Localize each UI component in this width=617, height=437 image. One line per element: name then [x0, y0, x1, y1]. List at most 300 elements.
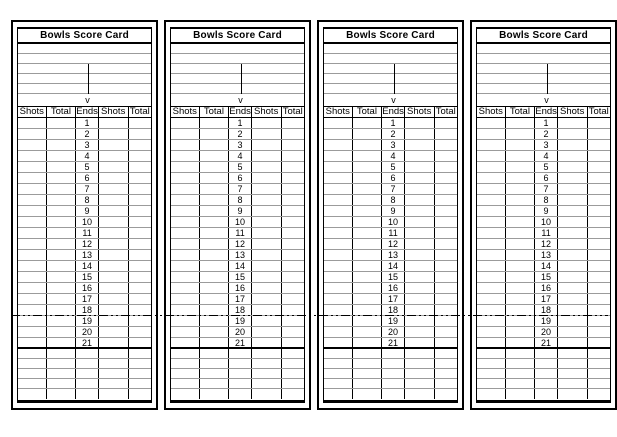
score-cell	[405, 338, 435, 347]
end-number-cell: 13	[229, 250, 252, 260]
score-cell	[99, 206, 129, 216]
score-cell	[405, 228, 435, 238]
score-cell	[171, 228, 200, 238]
column-header: Ends	[229, 107, 251, 117]
score-cell	[171, 294, 200, 304]
score-cell	[353, 151, 383, 161]
score-cell	[171, 338, 200, 347]
score-cell	[252, 305, 282, 315]
end-number-cell: 18	[229, 305, 252, 315]
spare-cell	[76, 389, 99, 399]
end-number-cell: 18	[535, 305, 558, 315]
spare-cell	[353, 359, 383, 368]
score-cell	[99, 129, 129, 139]
end-row	[171, 283, 304, 294]
score-cell	[282, 327, 304, 337]
end-row	[18, 184, 151, 195]
score-cell	[588, 195, 610, 205]
end-number-cell: 17	[76, 294, 99, 304]
end-row	[171, 184, 304, 195]
score-cell	[252, 140, 282, 150]
score-cell	[252, 206, 282, 216]
score-cell	[47, 217, 77, 227]
score-cell	[18, 327, 47, 337]
score-cell	[129, 316, 151, 326]
team-name-row	[477, 64, 610, 74]
score-cell	[405, 217, 435, 227]
spare-row	[477, 389, 610, 399]
score-cell	[252, 338, 282, 347]
end-row	[18, 140, 151, 151]
score-cell	[129, 294, 151, 304]
spare-cell	[47, 349, 77, 358]
end-row	[171, 162, 304, 173]
score-cell	[171, 272, 200, 282]
score-cell	[171, 206, 200, 216]
column-header: Ends	[382, 107, 404, 117]
end-row	[171, 316, 304, 327]
score-cell	[324, 283, 353, 293]
score-cell	[588, 217, 610, 227]
score-cell	[252, 217, 282, 227]
score-cell	[47, 338, 77, 347]
score-cell	[171, 129, 200, 139]
end-number-cell: 5	[229, 162, 252, 172]
score-cell	[588, 118, 610, 128]
score-cell	[282, 338, 304, 347]
score-cell	[405, 294, 435, 304]
score-cell	[405, 206, 435, 216]
versus-row	[171, 94, 304, 106]
spare-cell	[588, 349, 610, 358]
end-number-cell: 9	[535, 206, 558, 216]
end-number-cell: 9	[76, 206, 99, 216]
score-cell	[99, 140, 129, 150]
column-headers	[18, 106, 151, 118]
spare-row	[18, 389, 151, 399]
score-cell	[129, 228, 151, 238]
end-number-cell: 4	[76, 151, 99, 161]
score-cell	[588, 338, 610, 347]
end-row	[18, 129, 151, 140]
spare-cell	[76, 359, 99, 368]
score-cell	[353, 327, 383, 337]
spare-row	[18, 369, 151, 379]
end-row	[477, 338, 610, 349]
score-cell	[47, 316, 77, 326]
end-number-cell: 10	[229, 217, 252, 227]
score-cell	[18, 294, 47, 304]
end-number-cell: 13	[382, 250, 405, 260]
team-name-rows	[18, 64, 151, 94]
column-header: Total	[506, 107, 536, 117]
team-name-row	[171, 64, 304, 74]
score-cell	[405, 162, 435, 172]
end-row	[477, 316, 610, 327]
score-cell	[477, 118, 506, 128]
spare-cell	[535, 389, 558, 399]
score-cell	[405, 195, 435, 205]
score-cell	[18, 118, 47, 128]
score-cell	[405, 173, 435, 183]
end-number-cell: 1	[382, 118, 405, 128]
spare-row	[324, 389, 457, 399]
score-cell	[129, 250, 151, 260]
score-cell	[200, 173, 230, 183]
score-cell	[506, 316, 536, 326]
score-cell	[99, 118, 129, 128]
spare-cell	[200, 349, 230, 358]
score-cell	[18, 217, 47, 227]
score-cell	[435, 283, 457, 293]
score-cell	[47, 151, 77, 161]
score-cell	[506, 228, 536, 238]
spare-cell	[76, 349, 99, 358]
score-cell	[252, 294, 282, 304]
score-cell	[200, 217, 230, 227]
score-cell	[558, 338, 588, 347]
score-cell	[18, 206, 47, 216]
end-row	[171, 294, 304, 305]
card-title: Bowls Score Card	[477, 29, 610, 44]
end-number-cell: 7	[535, 184, 558, 194]
spare-cell	[252, 389, 282, 399]
score-cell	[405, 316, 435, 326]
score-cell	[200, 283, 230, 293]
score-cell	[99, 272, 129, 282]
score-cell	[324, 261, 353, 271]
spare-cell	[324, 379, 353, 388]
score-cell	[506, 338, 536, 347]
end-number-cell: 7	[229, 184, 252, 194]
score-cell	[435, 272, 457, 282]
score-cell	[477, 129, 506, 139]
end-row	[477, 228, 610, 239]
end-number-cell: 21	[535, 338, 558, 347]
score-cell	[477, 206, 506, 216]
blank-row	[477, 54, 610, 64]
score-cell	[506, 294, 536, 304]
score-cell	[435, 316, 457, 326]
score-cell	[47, 118, 77, 128]
score-cell	[18, 151, 47, 161]
end-row	[477, 151, 610, 162]
end-number-cell: 1	[76, 118, 99, 128]
score-cell	[588, 239, 610, 249]
score-cell	[129, 162, 151, 172]
spare-cell	[47, 359, 77, 368]
score-cell	[171, 217, 200, 227]
score-cell	[200, 338, 230, 347]
score-cell	[324, 118, 353, 128]
score-cell	[99, 162, 129, 172]
score-cell	[18, 228, 47, 238]
spare-cell	[18, 349, 47, 358]
score-cell	[252, 173, 282, 183]
blank-row	[477, 44, 610, 54]
end-number-cell: 16	[229, 283, 252, 293]
end-row	[171, 217, 304, 228]
end-row	[171, 206, 304, 217]
end-number-cell: 12	[535, 239, 558, 249]
score-cell	[324, 272, 353, 282]
spare-cell	[353, 379, 383, 388]
score-cell	[200, 316, 230, 326]
end-number-cell: 3	[229, 140, 252, 150]
score-cell	[435, 162, 457, 172]
end-row	[324, 250, 457, 261]
team-name-row	[324, 64, 457, 74]
spare-cell	[171, 349, 200, 358]
spare-cell	[129, 359, 151, 368]
score-table	[170, 27, 305, 403]
score-cell	[18, 129, 47, 139]
score-cell	[353, 217, 383, 227]
score-cell	[47, 228, 77, 238]
cut-line	[11, 315, 608, 316]
score-cell	[47, 162, 77, 172]
end-number-cell: 10	[535, 217, 558, 227]
score-cell	[588, 327, 610, 337]
score-cell	[200, 129, 230, 139]
score-cell	[47, 195, 77, 205]
score-cell	[324, 338, 353, 347]
score-cell	[282, 184, 304, 194]
team-name-row	[477, 74, 610, 84]
score-cell	[405, 250, 435, 260]
end-number-cell: 18	[76, 305, 99, 315]
score-cell	[171, 140, 200, 150]
score-cell	[99, 195, 129, 205]
end-number-cell: 19	[229, 316, 252, 326]
spare-cell	[129, 349, 151, 358]
versus-label: v	[544, 95, 549, 105]
score-cell	[129, 118, 151, 128]
score-cell	[324, 129, 353, 139]
spare-cell	[588, 389, 610, 399]
end-number-cell: 5	[382, 162, 405, 172]
score-cell	[47, 140, 77, 150]
spare-cell	[405, 349, 435, 358]
score-cell	[252, 228, 282, 238]
end-number-cell: 6	[535, 173, 558, 183]
score-cell	[353, 162, 383, 172]
score-cell	[200, 206, 230, 216]
spare-cell	[282, 389, 304, 399]
end-number-cell: 3	[76, 140, 99, 150]
score-cell	[435, 118, 457, 128]
score-cell	[200, 184, 230, 194]
extra-rows	[171, 349, 304, 399]
end-number-cell: 17	[382, 294, 405, 304]
score-cell	[99, 305, 129, 315]
spare-row	[324, 359, 457, 369]
end-row	[18, 206, 151, 217]
bowls-score-card	[164, 20, 311, 410]
score-cell	[558, 228, 588, 238]
score-cell	[171, 118, 200, 128]
score-cell	[506, 173, 536, 183]
team-name-rows	[324, 64, 457, 94]
score-cell	[252, 272, 282, 282]
spare-cell	[171, 359, 200, 368]
score-cell	[435, 327, 457, 337]
score-cell	[477, 327, 506, 337]
score-cell	[588, 206, 610, 216]
end-number-cell: 4	[535, 151, 558, 161]
score-cell	[506, 217, 536, 227]
score-cell	[477, 272, 506, 282]
score-cell	[171, 184, 200, 194]
end-number-cell: 3	[535, 140, 558, 150]
spare-cell	[324, 369, 353, 378]
column-header: Total	[129, 107, 150, 117]
score-cell	[506, 327, 536, 337]
score-cell	[588, 250, 610, 260]
score-cell	[282, 129, 304, 139]
end-row	[18, 316, 151, 327]
score-cell	[282, 217, 304, 227]
end-number-cell: 16	[382, 283, 405, 293]
spare-cell	[129, 379, 151, 388]
end-row	[171, 129, 304, 140]
spare-cell	[99, 389, 129, 399]
end-row	[18, 173, 151, 184]
column-header: Shots	[18, 107, 47, 117]
column-header: Ends	[535, 107, 557, 117]
spare-cell	[76, 379, 99, 388]
spare-cell	[477, 369, 506, 378]
end-row	[171, 173, 304, 184]
score-cell	[353, 239, 383, 249]
end-number-cell: 18	[382, 305, 405, 315]
score-cell	[252, 239, 282, 249]
score-table	[17, 27, 152, 403]
score-cell	[129, 140, 151, 150]
score-cell	[324, 228, 353, 238]
score-cell	[506, 239, 536, 249]
score-cell	[129, 239, 151, 249]
spare-cell	[382, 389, 405, 399]
end-row	[18, 151, 151, 162]
score-cell	[200, 294, 230, 304]
score-cell	[99, 228, 129, 238]
score-cell	[353, 184, 383, 194]
score-cell	[171, 173, 200, 183]
score-cell	[47, 239, 77, 249]
score-cell	[588, 151, 610, 161]
spare-cell	[282, 369, 304, 378]
spare-cell	[353, 369, 383, 378]
end-row	[171, 338, 304, 349]
team-name-row	[324, 74, 457, 84]
score-cell	[506, 184, 536, 194]
score-cell	[324, 305, 353, 315]
end-number-cell: 4	[382, 151, 405, 161]
score-cell	[129, 261, 151, 271]
blank-top-rows	[171, 44, 304, 64]
end-number-cell: 8	[76, 195, 99, 205]
spare-cell	[99, 349, 129, 358]
score-cell	[99, 261, 129, 271]
end-row	[171, 140, 304, 151]
end-row	[477, 129, 610, 140]
end-row	[324, 239, 457, 250]
extra-rows	[18, 349, 151, 399]
score-cell	[282, 261, 304, 271]
score-cell	[282, 206, 304, 216]
score-cell	[405, 239, 435, 249]
end-number-cell: 21	[382, 338, 405, 347]
score-cell	[47, 283, 77, 293]
end-row	[324, 140, 457, 151]
end-number-cell: 19	[535, 316, 558, 326]
score-cell	[324, 294, 353, 304]
score-cell	[477, 239, 506, 249]
spare-cell	[353, 349, 383, 358]
spare-cell	[435, 389, 457, 399]
end-row	[324, 217, 457, 228]
end-row	[18, 118, 151, 129]
score-cell	[353, 228, 383, 238]
score-cell	[252, 261, 282, 271]
blank-row	[324, 44, 457, 54]
end-row	[18, 217, 151, 228]
score-cell	[477, 294, 506, 304]
end-number-cell: 15	[76, 272, 99, 282]
score-cell	[129, 129, 151, 139]
spare-cell	[129, 369, 151, 378]
blank-top-rows	[324, 44, 457, 64]
score-table	[476, 27, 611, 403]
score-cell	[99, 316, 129, 326]
spare-row	[171, 369, 304, 379]
score-cell	[558, 294, 588, 304]
score-cell	[588, 162, 610, 172]
spare-row	[324, 349, 457, 359]
end-number-cell: 11	[229, 228, 252, 238]
score-cell	[353, 272, 383, 282]
spare-cell	[535, 379, 558, 388]
score-cell	[324, 151, 353, 161]
end-row	[477, 272, 610, 283]
end-row	[324, 327, 457, 338]
score-cell	[477, 162, 506, 172]
end-number-cell: 13	[76, 250, 99, 260]
end-number-cell: 15	[229, 272, 252, 282]
score-cell	[405, 305, 435, 315]
score-cell	[588, 272, 610, 282]
score-cell	[99, 327, 129, 337]
score-cell	[282, 228, 304, 238]
spare-row	[18, 379, 151, 389]
score-cell	[435, 173, 457, 183]
end-row	[324, 272, 457, 283]
end-number-cell: 3	[382, 140, 405, 150]
end-row	[324, 294, 457, 305]
end-row	[171, 327, 304, 338]
end-number-cell: 10	[382, 217, 405, 227]
end-row	[324, 151, 457, 162]
score-cell	[200, 140, 230, 150]
end-row	[18, 261, 151, 272]
score-cell	[200, 151, 230, 161]
end-number-cell: 7	[382, 184, 405, 194]
spare-cell	[588, 369, 610, 378]
end-row	[18, 239, 151, 250]
end-row	[171, 261, 304, 272]
spare-cell	[588, 379, 610, 388]
